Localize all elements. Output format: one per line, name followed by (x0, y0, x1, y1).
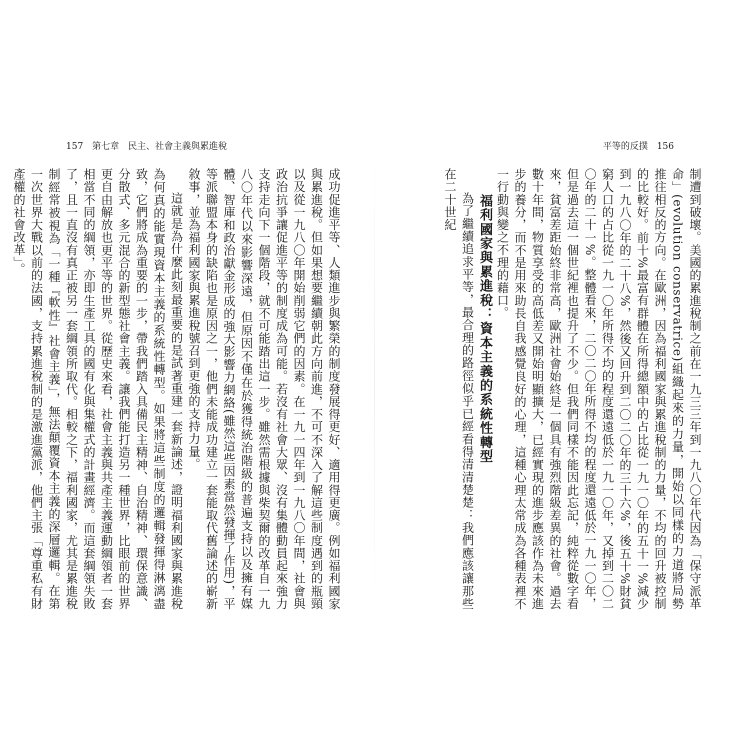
chapter-label: 第七章 (92, 142, 120, 152)
right-page-body (443, 168, 703, 610)
left-page-body (12, 168, 356, 610)
left-page-number: 157 (66, 142, 84, 152)
left-paragraph-2: 這就是為什麼此刻最重要的是試著重建一套新論述，證明福利國家與累進稅為何真的能實現資本主義的系統性轉型。如果將這些制度的邏輯發揮得淋漓盡致，它們將成為重要的一步，帶我們踏入具備民主精神、自治精神、環保意識、分散式、多元混合的新型態社會主義。讓我們能打造另一種世界，比眼前的世界更自由解放也更平等的世界。從歷史來看，社會主義與共產主義運動綱領者一套相當不同的綱領，亦即生產工具的國有化與集權式的計畫經濟。而這套綱領失敗了，且一直沒有真正被另一套綱領所取代。相較之下，福利國家，尤其是累進稅制經常被視為「一種『軟性』社會主義」，無法顛覆資本主義的深層邏輯。在第一次世界大戰以前的法國，支持累進稅制的是激進黨派，他們主張「尊重私有財產權的社會改革」。 (12, 168, 184, 610)
right-page-number: 156 (656, 142, 674, 152)
header-left (66, 141, 233, 153)
right-paragraph-1: 制遭到破壞。美國的累進稅制之前在一九三三年到一九八〇年代因為「保守派革命」(evolution conservatrice)組織起來的力量，開始以同樣的力道將局勢推往相反的方向。在歐洲，因為福利國家與累進稅制的力量，不均的回升被控制的比較好。前十%最富有群體在所得總額中的占比從一九一〇年的五十一%減少到一九八〇年的二十八%，然後又回升到二〇二〇年的三十六%，後五十%財貧窮人口的占比從一九一〇年所得不均的程度還遠低於一九一〇年，又掉到二〇二〇年的二十一%。整體看來，二〇二〇年所得不均的程度還遠低於一九一〇年，但是過去這一個世紀裡也提升了不少。但我們同樣不能因此忘記，純粹從數字看來，貧富差距始終非常高，歐洲社會始終是一個具有強烈階級差異的社會。過去數十年間，物質享受的高低差又開始明顯擴大，已經實現的進步應該作為未來進步的養分，而不是用來助長自我感覺良好的心理，這種心理太常成為各種表裡不一行動與變之不理的藉口。 (495, 168, 702, 610)
right-paragraph-2: 為了繼續追求平等，最合理的路徑似乎已經看得清清楚楚：我們應該讓那些在二十世紀 (443, 168, 475, 610)
page-gutter (374, 150, 375, 610)
left-paragraph-1: 成功促進平等、人類進步與繁榮的制度發展得更好、適用得更廣。例如福利國家與累進稅。但如果想要繼續朝此方向前進，不可不深入了解這些制度遇到的瓶頸以及從一九八〇年開始削弱它們的因素。在一九一四年到一九八〇年間，社會與政治抗爭讓促進平等的制度成為可能。若沒有社會大眾、沒有集體動員起來強力支持走向下一個階段，就不可能踏出這一步。雖然需根據與柴契爾的改革自一九八〇年代以來影響深遠，但原因不僅在於獲得統治階級的普遍支持以及擁有媒體、智庫和政治獻金形成的強大影響力網絡(雖然這些因素當然發揮了作用)，平等派聯盟本身的缺陷也是原因之一，他們未能成功建立一套能取代舊論述的嶄新敘事，並為福利國家與累進稅號召到更強的支持力量。 (187, 168, 341, 610)
header-right (597, 141, 674, 153)
section-heading: 福利國家與累進稅：資本主義的系統性轉型 (477, 194, 492, 464)
chapter-title: 民主、社會主義與累進稅 (127, 142, 227, 152)
section-running-head: 平等的反撲 (602, 142, 648, 152)
